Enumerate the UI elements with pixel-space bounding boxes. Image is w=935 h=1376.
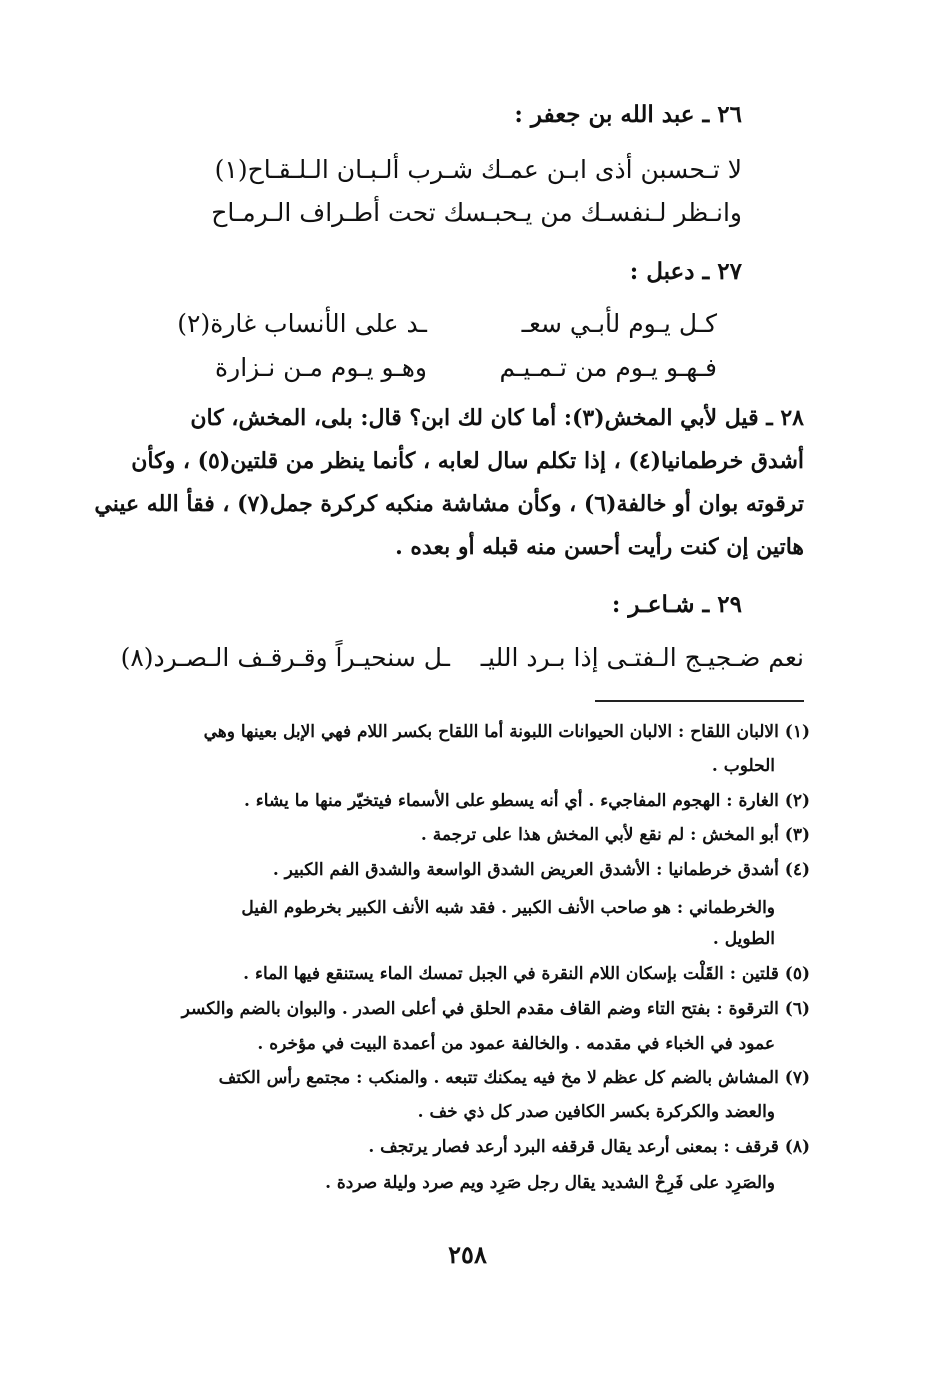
- footnote-2: (٢) الغارة : الهجوم المفاجيء . أي أنه يسطو على الأسماء فيتخيّر منها ما يشاء .: [243, 791, 810, 811]
- footnote-4-line-3: الطويل .: [712, 929, 775, 949]
- section-28-line-1: ٢٨ ـ قيل لأبي المخش(٣): أما كان لك ابن؟ قال: بلى، المخش، كان: [190, 405, 804, 431]
- section-27-verse-1-second-hemistich: ـد على الأنساب غارة(٢): [177, 309, 427, 338]
- footnote-7-line-2: والعضد والكركرة بكسر الكافين صدر كل ذي خف .: [417, 1102, 775, 1122]
- footnote-4-line-1: (٤) أشدق خرطمانيا : الأشدق العريض الشدق الواسعة والشدق الفم الكبير .: [272, 860, 810, 880]
- section-28-line-4: هاتين إن كنت رأيت أحسن منه قبله أو بعده .: [395, 534, 804, 560]
- footnote-1-line-2: الحلوب .: [711, 756, 775, 776]
- section-27-verse-1-first-hemistich: كـل يـوم لأبـي سعـ: [521, 309, 717, 338]
- footnote-8-line-2: والصَرِد على فَرِحْ الشديد يقال رجل صَرِد ويم صرد وليلة صردة .: [325, 1173, 775, 1193]
- section-26-verse-2: وانـظر لـنفسـك من يـحبـسك تحت أطـراف الـرمـاح: [211, 198, 742, 227]
- section-27-heading: ٢٧ ـ دعبل :: [629, 258, 742, 285]
- footnote-1-line-1: (١) الالبان اللقاح : الالبان الحيوانات اللبونة أما اللقاح بكسر اللام فهي الإبل بعينها وهي: [203, 722, 810, 742]
- footnote-4-line-2: والخرطماني : هو صاحب الأنف الكبير . فقد شبه الأنف الكبير بخرطوم الفيل: [241, 898, 775, 918]
- footnote-6-line-1: (٦) الترقوة : بفتح التاء وضم القاف مقدم الحلق في أعلى الصدر . والبوان بالضم والكسر: [181, 999, 810, 1019]
- footnote-separator: [595, 700, 804, 702]
- footnote-7-line-1: (٧) المشاش بالضم كل عظم لا مخ فيه يمكنك تتبعه . والمنكب : مجتمع رأس الكتف: [218, 1068, 810, 1088]
- section-29-heading: ٢٩ ـ شـاعـر :: [611, 591, 742, 618]
- section-26-verse-1: لا تـحسبن أذى ابـن عمـك شـرب ألـبـان الـلـقـاح(١): [214, 155, 742, 184]
- section-29-verse-first-hemistich: نعم ضـجيـج الـفتـى إذا بـرد الليـ: [480, 643, 804, 672]
- section-26-heading: ٢٦ ـ عبد الله بن جعفر :: [514, 101, 742, 128]
- footnote-3: (٣) أبو المخش : لم نقع لأبي المخش هذا على ترجمة .: [420, 825, 810, 845]
- footnote-6-line-2: عمود في الخباء في مقدمه . والخالفة عمود من أعمدة البيت في مؤخره .: [257, 1034, 775, 1054]
- section-27-verse-2-first-hemistich: فـهـو يـوم من تـمـيـم: [499, 353, 717, 382]
- footnote-5: (٥) قلتين : القَلْت بإسكان اللام النقرة في الجبل تمسك الماء يستنقع فيها الماء .: [243, 964, 810, 984]
- footnote-8-line-1: (٨) قرقف : بمعنى أرعد يقال قرقفه البرد أرعد فصار يرتجف .: [368, 1137, 810, 1157]
- section-28-line-2: أشدق خرطمانيا(٤) ، إذا تكلم سال لعابه ، كأنما ينظر من قلتين(٥) ، وكأن: [131, 448, 804, 474]
- page-number: ٢٥٨: [448, 1240, 487, 1269]
- section-27-verse-2-second-hemistich: وهـو يـوم مـن نـزارة: [215, 353, 427, 382]
- section-29-verse-second-hemistich: ـل سنحيـراً وقـرقـف الـصـرد(٨): [120, 643, 450, 672]
- section-28-line-3: ترقوته بوان أو خالفة(٦) ، وكأن مشاشة منكبه كركرة جمل(٧) ، فقأ الله عيني: [94, 491, 804, 517]
